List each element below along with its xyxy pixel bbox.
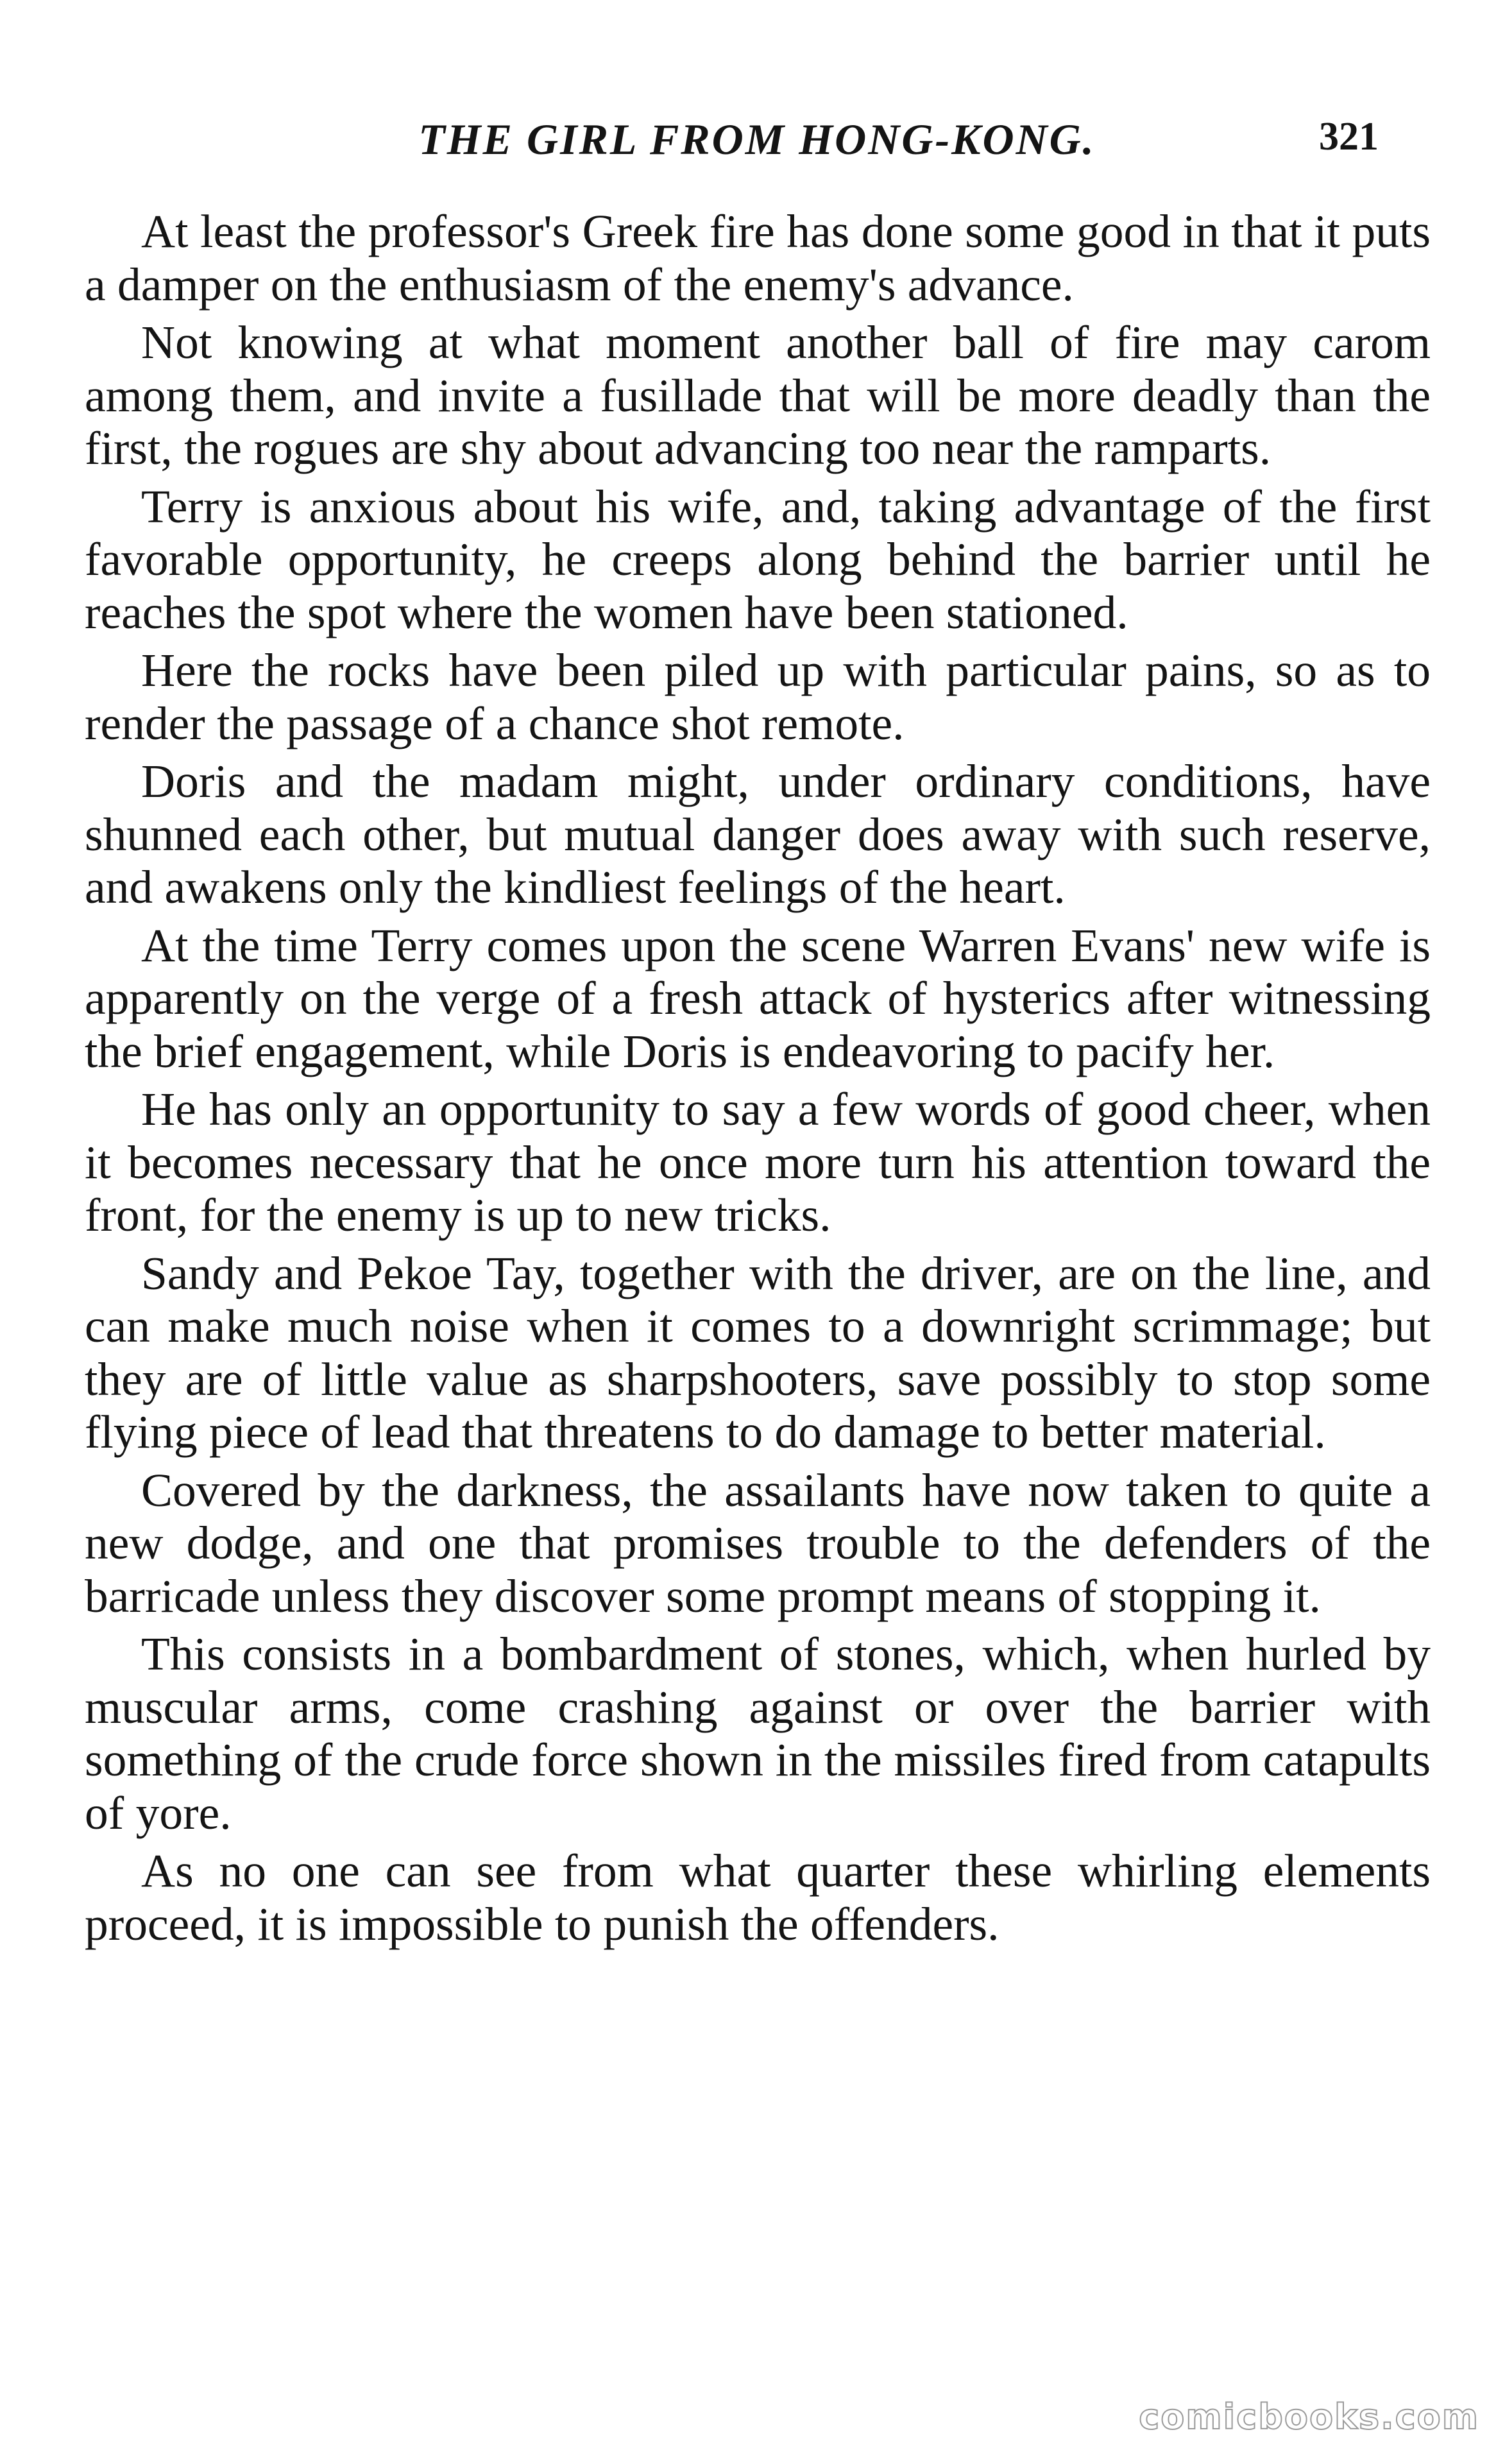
paragraph: Not knowing at what moment another ball of fire may carom among them, and invite a fusillade that will be more deadly than the first, the rogues are shy about advancing too near the ramparts. <box>85 316 1431 474</box>
paragraph: Here the rocks have been piled up with particular pains, so as to render the passage of a chance shot remote. <box>85 644 1431 749</box>
watermark-text: comicbooks.com <box>1139 2397 1479 2437</box>
paragraph: At the time Terry comes upon the scene Warren Evans' new wife is apparently on the verge of a fresh attack of hysterics after witnessing the brief engagement, while Doris is endeavoring to pacify her. <box>85 919 1431 1077</box>
paragraph: He has only an opportunity to say a few words of good cheer, when it becomes necessary that he once more turn his attention toward the front, for the enemy is up to new tricks. <box>85 1083 1431 1241</box>
paragraph: This consists in a bombardment of stones, which, when hurled by muscular arms, come crashing against or over the barrier with something of the crude force shown in the missiles fired from catapults of yore. <box>85 1628 1431 1839</box>
paragraph: At least the professor's Greek fire has done some good in that it puts a damper on the enthusiasm of the enemy's advance. <box>85 205 1431 311</box>
paragraph: Doris and the madam might, under ordinary conditions, have shunned each other, but mutual danger does away with such reserve, and awakens only the kindliest feelings of the heart. <box>85 755 1431 913</box>
paragraph: Covered by the darkness, the assailants have now taken to quite a new dodge, and one that promises trouble to the defenders of the barricade unless they discover some prompt means of stopping it. <box>85 1464 1431 1622</box>
body-text <box>85 205 1431 1956</box>
paragraph: As no one can see from what quarter these whirling elements proceed, it is impossible to punish the offenders. <box>85 1845 1431 1950</box>
page-number: 321 <box>1319 115 1379 158</box>
paragraph: Sandy and Pekoe Tay, together with the driver, are on the line, and can make much noise when it comes to a downright scrimmage; but they are of little value as sharpshooters, save possibly to stop some flying piece of lead that threatens to do damage to better material. <box>85 1247 1431 1458</box>
paragraph: Terry is anxious about his wife, and, taking advantage of the first favorable opportunity, he creeps along behind the barrier until he reaches the spot where the women have been stationed. <box>85 480 1431 638</box>
running-title: THE GIRL FROM HONG-KONG. <box>418 115 1096 164</box>
